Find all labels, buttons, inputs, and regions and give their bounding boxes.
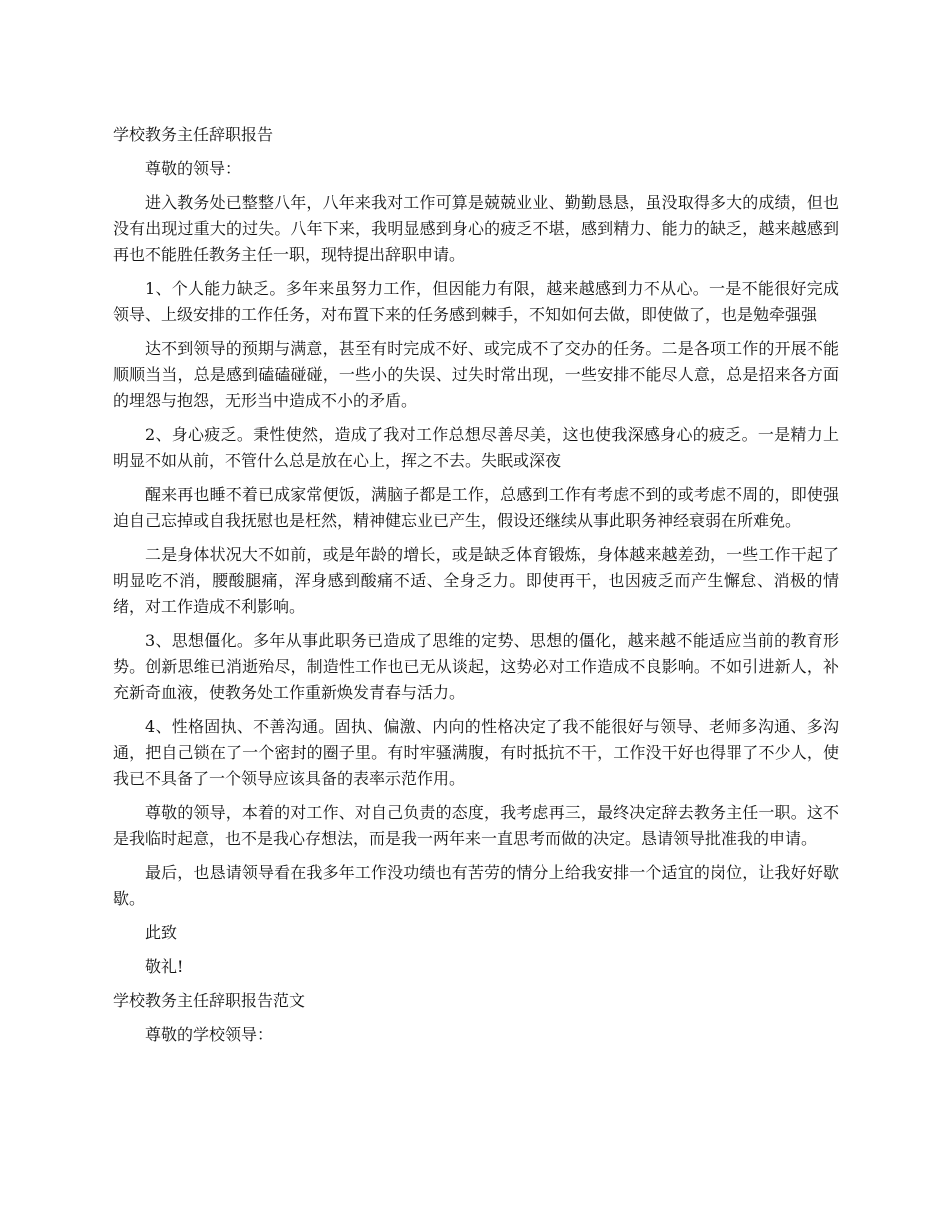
document-page: [113, 122, 839, 1048]
paragraph-reason-2-cont: 醒来再也睡不着已成家常便饭，满脑子都是工作，总感到工作有考虑不到的或考虑不周的，即使强迫自己忘掉或自我抚慰也是枉然，精神健忘业已产生，假设还继续从事此职务神经衰弱在所难免。: [113, 485, 839, 530]
paragraph-reason-3: 3、思想僵化。多年从事此职务已造成了思维的定势、思想的僵化，越来越不能适应当前的教育形势。创新思维已消逝殆尽，制造性工作也已无从谈起，这势必对工作造成不良影响。不如引进新人，补充新奇血液，使教务处工作重新焕发青春与活力。: [113, 631, 839, 702]
paragraph-reason-1-cont: 达不到领导的预期与满意，甚至有时完成不好、或完成不了交办的任务。二是各项工作的开展不能顺顺当当，总是感到磕磕碰碰，一些小的失误、过失时常出现，一些安排不能尽人意，总是招来各方面的埋怨与抱怨，无形当中造成不小的矛盾。: [113, 339, 839, 410]
second-document-title: 学校教务主任辞职报告范文: [113, 991, 306, 1010]
second-salutation: 尊敬的学校领导：: [145, 1025, 274, 1044]
paragraph-final-request: 最后，也恳请领导看在我多年工作没功绩也有苦劳的情分上给我安排一个适宜的岗位，让我好好歇歇。: [113, 863, 839, 908]
salutation: 尊敬的领导：: [145, 159, 242, 178]
closing-line: 此致: [145, 923, 178, 942]
paragraph-decision: 尊敬的领导，本着的对工作、对自己负责的态度，我考虑再三，最终决定辞去教务主任一职。这不是我临时起意，也不是我心存想法，而是我一两年来一直思考而做的决定。恳请领导批准我的申请。: [113, 803, 839, 848]
document-title: 学校教务主任辞职报告: [113, 125, 274, 144]
paragraph-reason-2-body: 二是身体状况大不如前，或是年龄的增长，或是缺乏体育锻炼，身体越来越差劲，一些工作干起了明显吃不消，腰酸腿痛，浑身感到酸痛不适、全身乏力。即使再干，也因疲乏而产生懈怠、消极的情绪，对工作造成不利影响。: [113, 545, 839, 616]
paragraph-reason-1: 1、个人能力缺乏。多年来虽努力工作，但因能力有限，越来越感到力不从心。一是不能很好完成领导、上级安排的工作任务，对布置下来的任务感到棘手，不知如何去做，即使做了，也是勉牵强强: [113, 279, 839, 324]
paragraph-reason-2: 2、身心疲乏。秉性使然，造成了我对工作总想尽善尽美，这也使我深感身心的疲乏。一是精力上明显不如从前，不管什么总是放在心上，挥之不去。失眠或深夜: [113, 425, 839, 470]
paragraph-reason-4: 4、性格固执、不善沟通。固执、偏激、内向的性格决定了我不能很好与领导、老师多沟通、多沟通，把自己锁在了一个密封的圈子里。有时牢骚满腹，有时抵抗不干，工作没干好也得罪了不少人，使我已不具备了一个领导应该具备的表率示范作用。: [113, 717, 839, 788]
paragraph-intro: 进入教务处已整整八年，八年来我对工作可算是兢兢业业、勤勤恳恳，虽没取得多大的成绩，但也没有出现过重大的过失。八年下来，我明显感到身心的疲乏不堪，感到精力、能力的缺乏，越来越感到再也不能胜任教务主任一职，现特提出辞职申请。: [113, 193, 839, 264]
regards-line: 敬礼!: [145, 957, 184, 976]
